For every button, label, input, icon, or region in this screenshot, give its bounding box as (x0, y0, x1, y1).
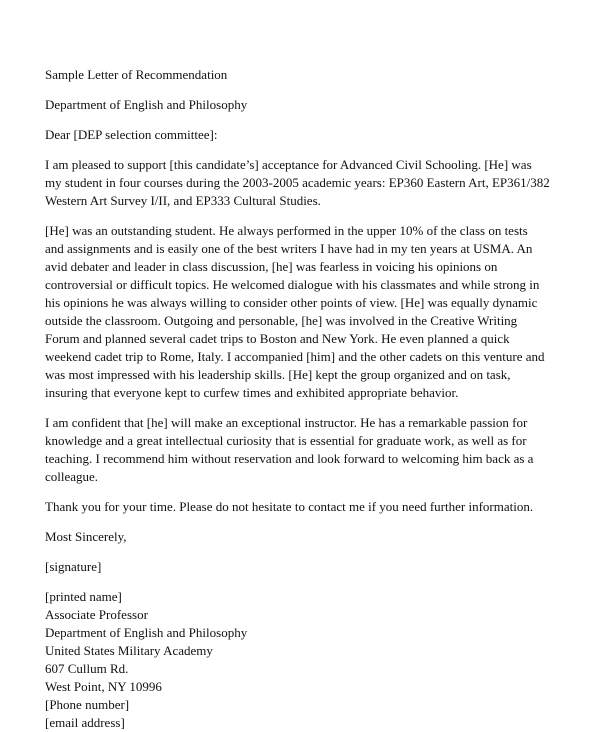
paragraph-thanks (45, 498, 565, 516)
body-line: I am pleased to support [this candidate’s] acceptance for Advanced Civil Schooling. [He] was (45, 157, 532, 172)
salutation: Dear [DEP selection committee]: (45, 127, 218, 142)
department-line: Department of English and Philosophy (45, 97, 248, 112)
city-state-zip: West Point, NY 10996 (45, 679, 162, 694)
body-line: my student in four courses during the 2003-2005 academic years: EP360 Eastern Art, EP361/382 (45, 175, 550, 190)
signature-placeholder: [signature] (45, 559, 102, 574)
body-line: knowledge and a great intellectual curiosity that is essential for graduate work, as well as for (45, 433, 527, 448)
body-line: avid debater and leader in class discussion, [he] was fearless in voicing his opinions on (45, 259, 498, 274)
institution-name: United States Military Academy (45, 643, 213, 658)
letter-page (45, 66, 565, 732)
phone-number: [Phone number] (45, 697, 130, 712)
job-title: Associate Professor (45, 607, 148, 622)
printed-name: [printed name] (45, 589, 122, 604)
body-line: was most impressed with his leadership skills. [He] kept the group organized and on task, (45, 367, 511, 382)
body-line: Western Art Survey I/II, and EP333 Cultural Studies. (45, 193, 321, 208)
signature-block (45, 588, 565, 732)
body-line: teaching. I recommend him without reservation and look forward to welcoming him back as a (45, 451, 534, 466)
street-address: 607 Cullum Rd. (45, 661, 129, 676)
body-line: I am confident that [he] will make an exceptional instructor. He has a remarkable passion for (45, 415, 528, 430)
closing: Most Sincerely, (45, 529, 127, 544)
body-line: his opinions he was always willing to consider other points of view. [He] was equally dynamic (45, 295, 538, 310)
body-line: Forum and planned several cadet trips to Boston and New York. He even planned a quick (45, 331, 510, 346)
body-line: [He] was an outstanding student. He always performed in the upper 10% of the class on tests (45, 223, 528, 238)
body-line: controversial or difficult topics. He welcomed dialogue with his classmates and while strong in (45, 277, 540, 292)
body-line: Thank you for your time. Please do not hesitate to contact me if you need further information. (45, 499, 534, 514)
paragraph-confidence (45, 414, 565, 486)
body-line: colleague. (45, 469, 99, 484)
body-line: outside the classroom. Outgoing and personable, [he] was involved in the Creative Writing (45, 313, 518, 328)
body-line: weekend cadet trip to Rome, Italy. I accompanied [him] and the other cadets on this venture and (45, 349, 545, 364)
body-line: insuring that everyone kept to curfew times and exhibited appropriate behavior. (45, 385, 459, 400)
paragraph-support (45, 156, 565, 210)
body-line: and assignments and is easily one of the best writers I have had in my ten years at USMA. An (45, 241, 533, 256)
letter-heading: Sample Letter of Recommendation (45, 67, 228, 82)
department-name: Department of English and Philosophy (45, 625, 248, 640)
email-address: [email address] (45, 715, 125, 730)
paragraph-student (45, 222, 565, 402)
